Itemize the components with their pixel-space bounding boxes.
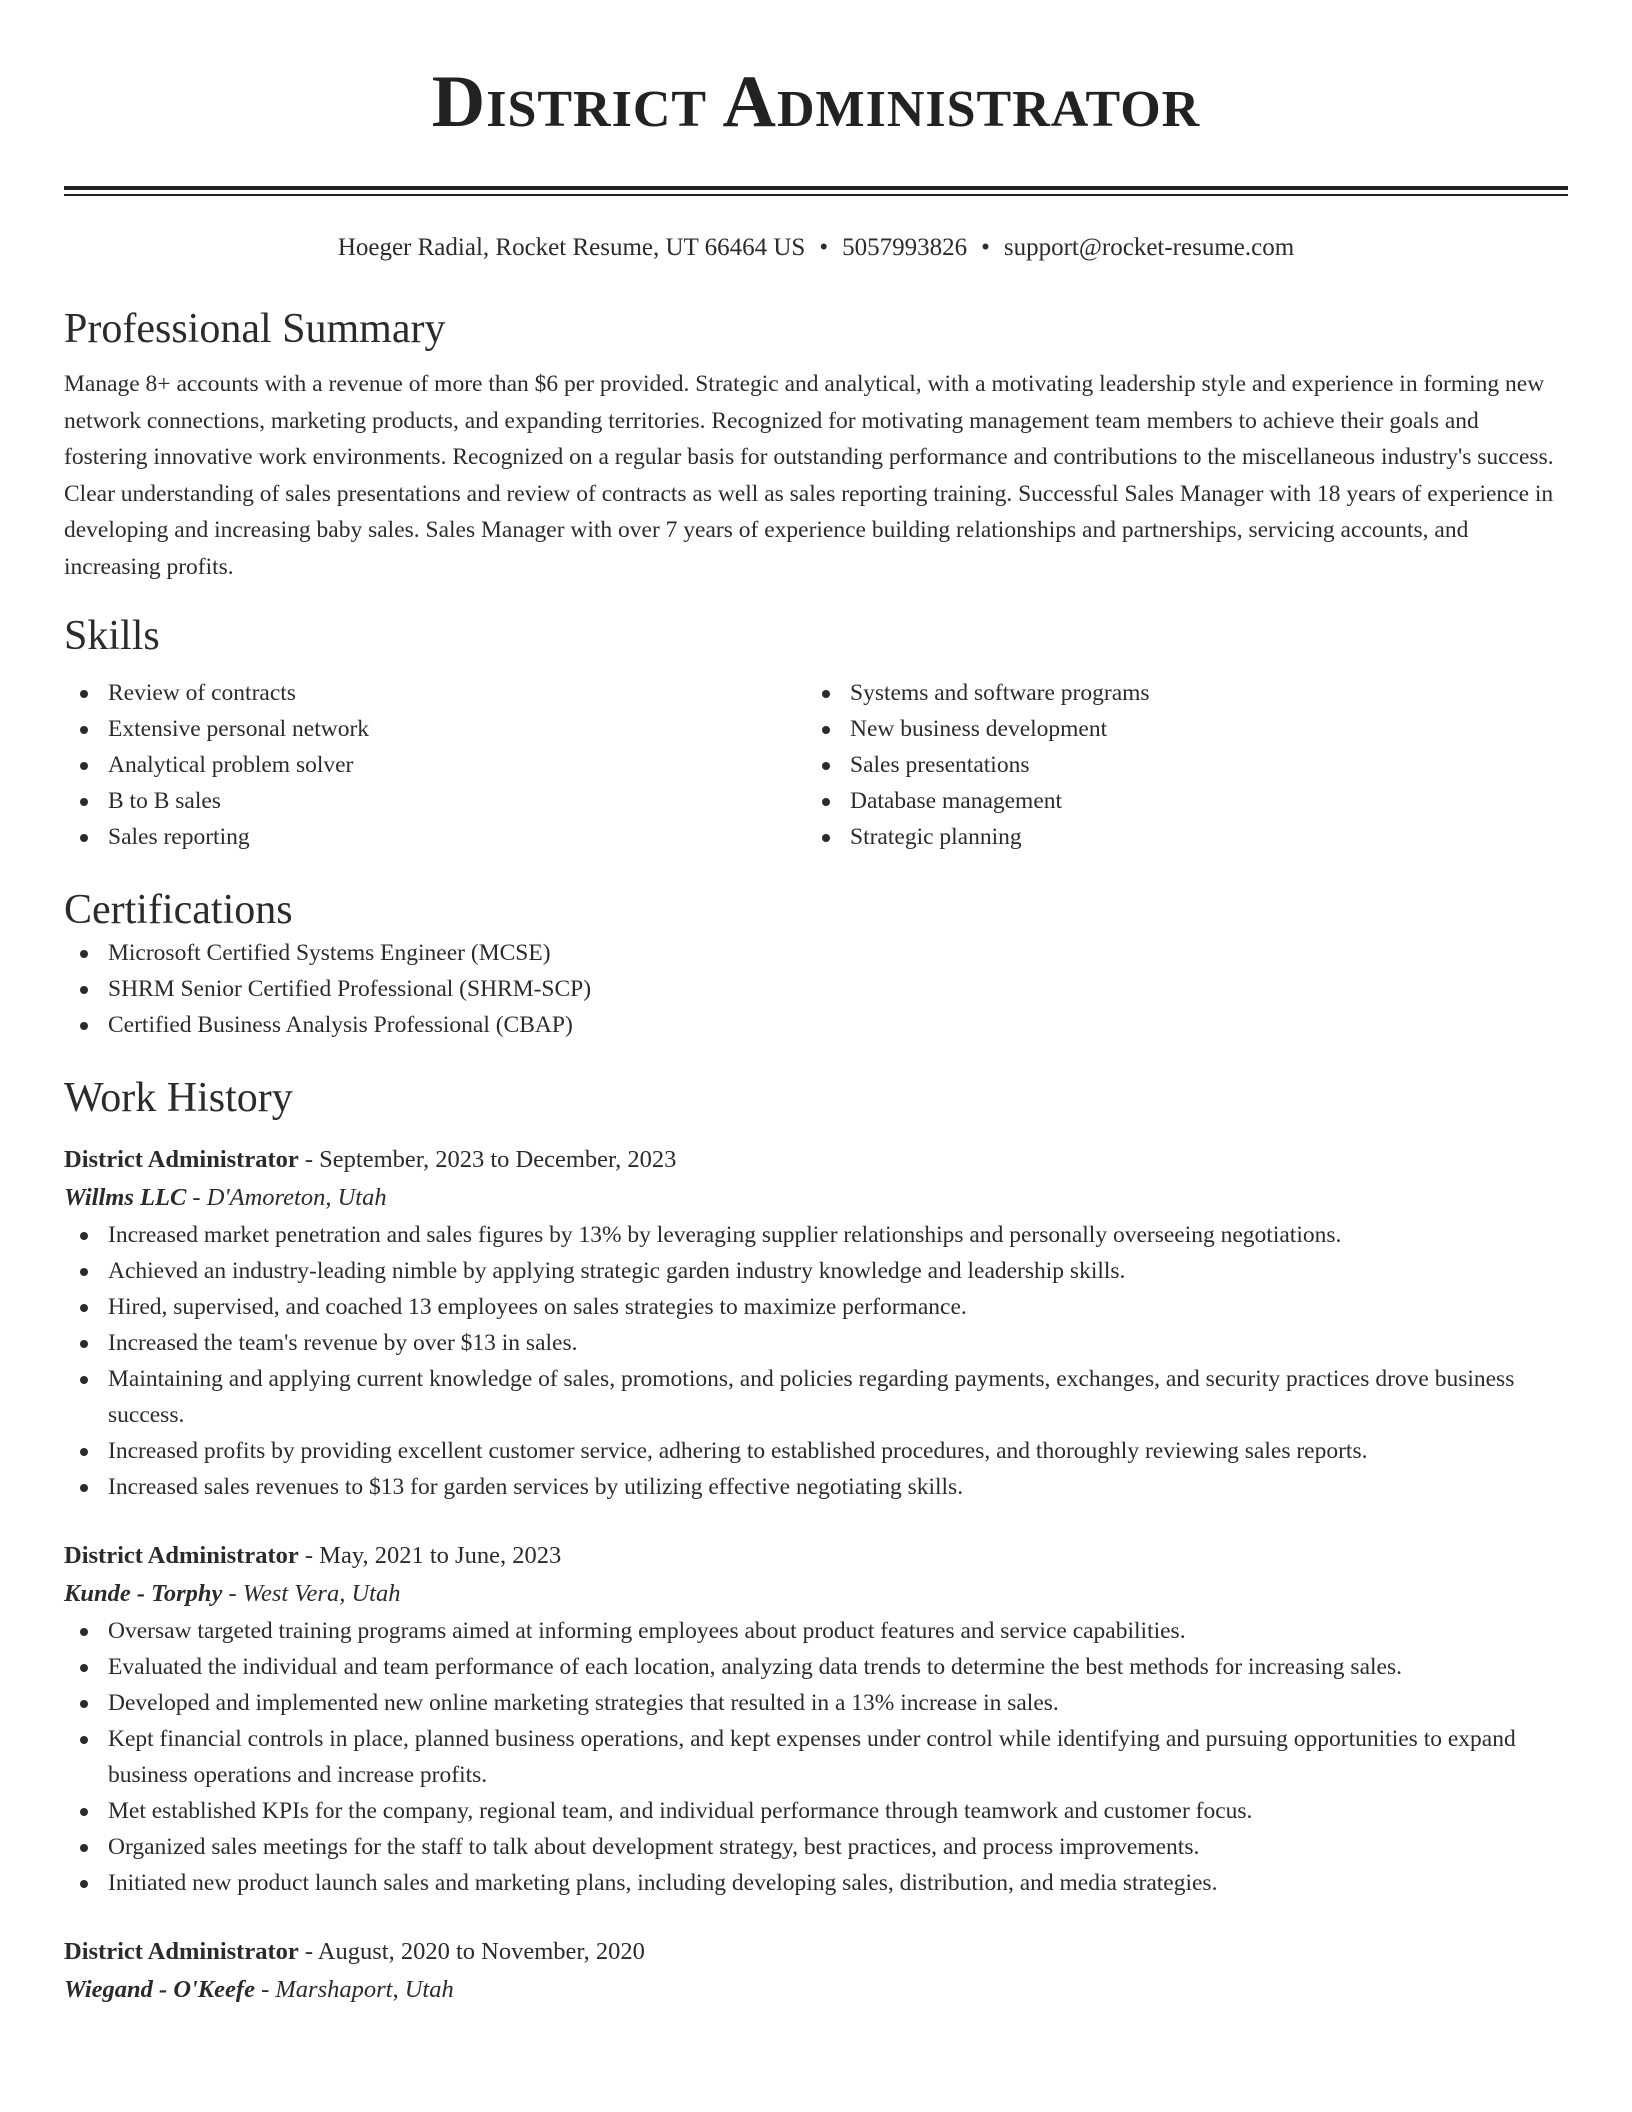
- certification-item: Certified Business Analysis Professional (CBAP): [64, 1007, 1568, 1043]
- skill-item: Systems and software programs: [806, 675, 1548, 711]
- certification-item: SHRM Senior Certified Professional (SHRM-SCP): [64, 971, 1568, 1007]
- job-company-line: [64, 1179, 1568, 1217]
- title-rule-thin: [64, 194, 1568, 196]
- skill-item: Sales reporting: [64, 819, 806, 855]
- contact-separator: •: [981, 234, 990, 261]
- job-bullet: Hired, supervised, and coached 13 employees on sales strategies to maximize performance.: [64, 1289, 1568, 1325]
- job-bullet: Increased the team's revenue by over $13 in sales.: [64, 1325, 1568, 1361]
- summary-text: Manage 8+ accounts with a revenue of more than $6 per provided. Strategic and analytical, with a motivating leadership style and experience in forming new network connections, marketing products, and expanding territories. Recognized for motivating management team members to achieve their goals and fostering innovative work environments. Recognized on a regular basis for outstanding performance and contributions to the miscellaneous industry's success. Clear understanding of sales presentations and review of contracts as well as sales reporting training. Successful Sales Manager with 18 years of experience in developing and increasing baby sales. Sales Manager with over 7 years of experience building relationships and partnerships, servicing accounts, and increasing profits.: [64, 371, 1554, 580]
- skills-heading: Skills: [64, 613, 160, 659]
- job-location: - West Vera, Utah: [222, 1580, 401, 1607]
- job-title: District Administrator: [64, 1146, 299, 1173]
- contact-phone: 5057993826: [842, 234, 968, 261]
- job-dates: - September, 2023 to December, 2023: [298, 1146, 677, 1173]
- job-bullet: Increased market penetration and sales figures by 13% by leveraging supplier relationships and personally overseeing negotiations.: [64, 1217, 1568, 1253]
- job-title: District Administrator: [64, 1938, 299, 1965]
- job-company: Wiegand - O'Keefe: [64, 1976, 255, 2003]
- work-history-heading: Work History: [64, 1075, 293, 1121]
- skills-right-list: [806, 675, 1548, 855]
- skill-item: New business development: [806, 711, 1548, 747]
- job-entry: [64, 1537, 1568, 1901]
- job-company: Willms LLC: [64, 1184, 187, 1211]
- skills-left-list: [64, 675, 806, 855]
- contact-address: Hoeger Radial, Rocket Resume, UT 66464 US: [337, 234, 806, 261]
- job-bullets: [64, 1613, 1568, 1901]
- certifications-list: [64, 935, 1568, 1043]
- job-bullet: Achieved an industry-leading nimble by applying strategic garden industry knowledge and leadership skills.: [64, 1253, 1568, 1289]
- job-company-line: [64, 1575, 1568, 1613]
- skill-item: Analytical problem solver: [64, 747, 806, 783]
- skills-columns: [64, 675, 1568, 855]
- job-bullet: Increased sales revenues to $13 for garden services by utilizing effective negotiating skills.: [64, 1469, 1568, 1505]
- job-title-line: [64, 1933, 1568, 1971]
- job-bullet: Developed and implemented new online marketing strategies that resulted in a 13% increase in sales.: [64, 1685, 1568, 1721]
- job-dates: - August, 2020 to November, 2020: [298, 1938, 645, 1965]
- skill-item: Strategic planning: [806, 819, 1548, 855]
- job-bullet: Oversaw targeted training programs aimed at informing employees about product features and service capabilities.: [64, 1613, 1568, 1649]
- skill-item: Database management: [806, 783, 1548, 819]
- contact-email: support@rocket-resume.com: [1003, 234, 1295, 261]
- resume-title: District Administrator: [431, 61, 1201, 143]
- skill-item: Sales presentations: [806, 747, 1548, 783]
- job-bullet: Organized sales meetings for the staff to talk about development strategy, best practices, and process improvements.: [64, 1829, 1568, 1865]
- certifications-heading: Certifications: [64, 887, 293, 933]
- summary-heading: Professional Summary: [64, 306, 446, 352]
- contact-line: [64, 232, 1568, 264]
- certification-item: Microsoft Certified Systems Engineer (MCSE): [64, 935, 1568, 971]
- job-dates: - May, 2021 to June, 2023: [298, 1542, 562, 1569]
- title-rule-thick: [64, 186, 1568, 190]
- job-title: District Administrator: [64, 1542, 299, 1569]
- skill-item: B to B sales: [64, 783, 806, 819]
- job-bullet: Maintaining and applying current knowledge of sales, promotions, and policies regarding payments, exchanges, and security practices drove business success.: [64, 1361, 1568, 1433]
- job-location: - Marshaport, Utah: [254, 1976, 454, 2003]
- job-bullet: Initiated new product launch sales and marketing plans, including developing sales, distribution, and media strategies.: [64, 1865, 1568, 1901]
- job-company-line: [64, 1971, 1568, 2009]
- job-bullets: [64, 1217, 1568, 1505]
- job-title-line: [64, 1141, 1568, 1179]
- skill-item: Review of contracts: [64, 675, 806, 711]
- contact-separator: •: [819, 234, 829, 261]
- job-entry: [64, 1933, 1568, 2009]
- skill-item: Extensive personal network: [64, 711, 806, 747]
- job-title-line: [64, 1537, 1568, 1575]
- job-bullet: Increased profits by providing excellent customer service, adhering to established procedures, and thoroughly reviewing sales reports.: [64, 1433, 1568, 1469]
- job-entry: [64, 1141, 1568, 1505]
- resume-page: [64, 0, 1568, 2009]
- job-location: - D'Amoreton, Utah: [186, 1184, 387, 1211]
- job-company: Kunde - Torphy: [64, 1580, 223, 1607]
- job-bullet: Kept financial controls in place, planned business operations, and kept expenses under control while identifying and pursuing opportunities to expand business operations and increase profits.: [64, 1721, 1568, 1793]
- job-bullet: Evaluated the individual and team performance of each location, analyzing data trends to determine the best methods for increasing sales.: [64, 1649, 1568, 1685]
- job-bullet: Met established KPIs for the company, regional team, and individual performance through teamwork and customer focus.: [64, 1793, 1568, 1829]
